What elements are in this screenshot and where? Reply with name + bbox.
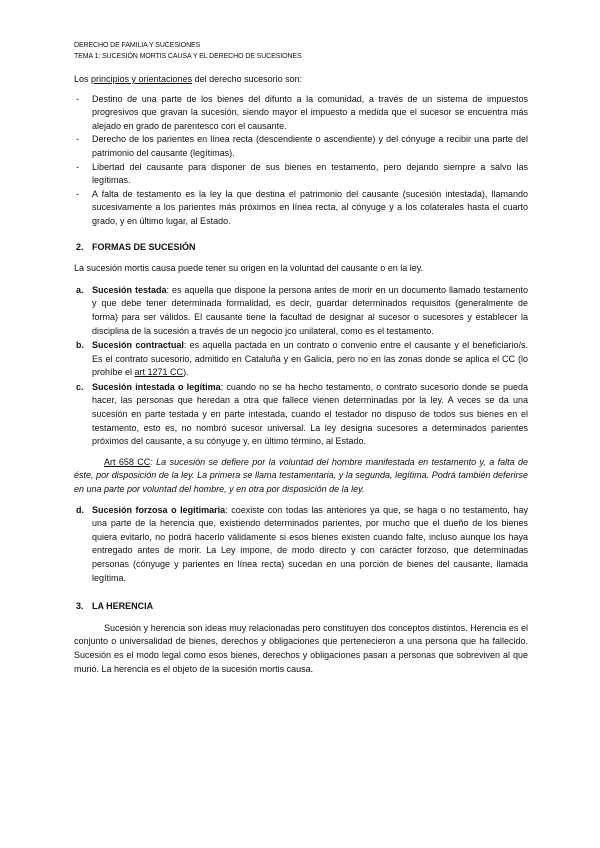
item-term: Sucesión intestada o legítima [92, 381, 221, 392]
header-course: DERECHO DE FAMILIA Y SUCESIONES [74, 42, 201, 49]
list-item [74, 339, 528, 380]
section-2-heading [74, 241, 528, 255]
document-body [74, 73, 528, 676]
principles-list [74, 93, 528, 229]
item-term: Sucesión contractual [92, 340, 184, 351]
law-reference: art 1271 CC [134, 367, 184, 378]
list-item [74, 284, 528, 338]
item-text: : es aquella pactada en un contrato o convenio entre el causante y el beneficiario/s. Es el contrato sucesorio, admitido en Cataluña y en Galicia, pero no en las zonas donde se aplica el CC (lo prohíbe el [92, 340, 528, 378]
item-text: : cuando no se ha hecho testamento, o contrato sucesorio donde se pueda hacer, las personas que heredan a otra que fallece vienen determinadas por la ley. A veces se da una sucesión en parte testada y en parte intestada, cuando el testador no dispuso de todos sus bienes en el testamento, esto es, no nombró sucesor universal. La ley designa sucesores a determinados parientes próximos del causante, a su cónyuge y, en último término, al Estado. [92, 381, 528, 447]
item-label: c. [76, 381, 84, 392]
intro-underlined: principios y orientaciones [91, 74, 193, 84]
list-item: - Derecho de los parientes en línea recta (descendiente o ascendiente) y del cónyuge a recibir una parte del patrimonio del causante (legítimas). [74, 133, 528, 160]
section-3-paragraph: Sucesión y herencia son ideas muy relacionadas pero constituyen dos conceptos distintos. Herencia es el conjunto o universalidad de bienes, derechos y obligaciones que pertenecieron a una persona que ha fallecido. Sucesión es el modo legal como esos bienes, derechos y obligaciones pasan a personas que sobreviven al que murió. La herencia es el objeto de la sucesión mortis causa. [74, 622, 528, 674]
legal-quote [74, 456, 528, 497]
list-item [74, 504, 528, 586]
section-3-heading [74, 600, 528, 614]
item-text: : es aquella que dispone la persona antes de morir en un documento llamado testamento y que debe tener determinada formalidad, es decir, guardar determinados requisitos (generalmente de forma) para ser válidos. El causante tiene la facultad de designar al sucesor o sucesores y establecer la disciplina de la sucesión a través de un negocio jco unilateral, como es el testamento. [92, 284, 528, 336]
section-3-title: LA HERENCIA [92, 601, 154, 612]
section-3-number: 3. [76, 601, 84, 612]
intro-suffix: del derecho sucesorio son: [192, 74, 303, 84]
section-2-title: FORMAS DE SUCESIÓN [92, 241, 196, 252]
header-topic: TEMA 1: SUCESIÓN MORTIS CAUSA Y EL DERECHO DE SUCESIONES [74, 53, 302, 60]
list-item: - Destino de una parte de los bienes del difunto a la comunidad, a través de un sistema de impuestos progresivos que gravan la sucesión, siendo mayor el impuesto a medida que el sucesor se encuentra más alejado en grado de parentesco con el causante. [74, 93, 528, 134]
succession-forms-list [74, 284, 528, 449]
item-label: a. [76, 284, 84, 295]
item-label: d. [76, 504, 84, 515]
item-label: b. [76, 340, 84, 351]
quote-reference: Art 658 CC [104, 456, 151, 467]
item-term: Sucesión testada [92, 284, 167, 295]
quote-text: : La sucesión se defiere por la voluntad del hombre manifestada en testamento y, a falta de éste, por disposición de la ley. La primera se llama testamentaria, y la segunda, legítima. Podrá también deferirse en una parte por voluntad del hombre, y en otra por disposición de la ley. [74, 456, 528, 495]
section-2-number: 2. [76, 241, 84, 252]
intro-prefix: Los [74, 74, 92, 84]
item-term: Sucesión forzosa o legitimaria [92, 504, 226, 515]
list-item [74, 381, 528, 449]
section-2-lead: La sucesión mortis causa puede tener su origen en la voluntad del causante o en la ley. [74, 263, 424, 274]
list-item: - A falta de testamento es la ley la que destina el patrimonio del causante (sucesión intestada), llamando sucesivamente a los parientes más próximos en línea recta, al cónyuge y a los colaterales hasta el cuarto grado, y en último lugar, al Estado. [74, 188, 528, 229]
page-header [74, 40, 302, 62]
succession-forms-list-continued [74, 504, 528, 586]
item-text-end: ). [183, 367, 189, 378]
intro-paragraph [74, 73, 528, 87]
item-text: : coexiste con todas las anteriores ya que, se haga o no testamento, hay una parte de la herencia que, existiendo determinados parientes, por mucho que el dueño de los bienes quiera evitarlo, no podrá hacerlo válidamente si esos bienes existen cuando falte, incluso aunque los haya entregado antes de morir. La Ley impone, de modo directo y con carácter forzoso, que determinadas personas (cónyuge y parientes en línea recta) sucedan en una porción de bienes del causante, llamada legítima. [92, 504, 528, 583]
list-item: - Libertad del causante para disponer de sus bienes en testamento, pero dejando siempre a salvo las legítimas. [74, 161, 528, 188]
